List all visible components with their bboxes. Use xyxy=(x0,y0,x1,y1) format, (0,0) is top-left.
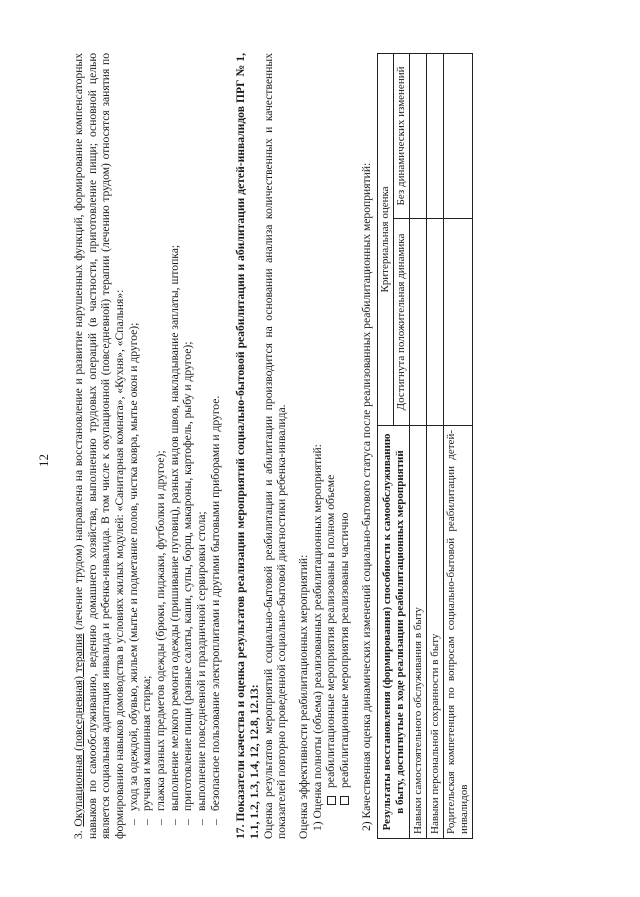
task-list xyxy=(127,53,223,839)
paragraph-text: (лечение трудом) направлена на восстановление и развитие нарушенных функций, формирование компенсаторных навыков по самообслуживанию, ведению домашнего хозяйства, выполнению трудовых операций (в частности, приготовление пищи; основной целью является социальная адаптация инвалида и ребенка-инвалида. В том числе к окупационной (повседневной) терапии (лечению трудом) относятся занятия по формированию навыков домоводства в условиях жилых модулей: «Санитарная комната», «Кухня», «Спальня»: xyxy=(72,53,127,839)
task-item: – безопасное пользование электроплитами и другими бытовыми приборами и другое. xyxy=(209,53,223,825)
table-row xyxy=(427,54,444,839)
table-row-label: Навыки персональной сохранности в быту xyxy=(427,426,444,839)
task-item: – глажка разных предметов одежды (брюки, пиджаки, футболки и другое); xyxy=(154,53,168,825)
checkbox-partial[interactable] xyxy=(338,53,352,805)
paragraph-number: 3. xyxy=(72,830,85,839)
table-cell-achieved[interactable] xyxy=(427,218,444,425)
task-item: – приготовление пищи (разные салаты, каши, супы, борщ, макароны, картофель, рыбу и другое); xyxy=(181,53,195,825)
table-cell-achieved[interactable] xyxy=(410,218,427,425)
checkbox-full[interactable] xyxy=(324,53,338,805)
table-col-no-change: Без динамических изменений xyxy=(394,54,410,219)
table-cell-no-change[interactable] xyxy=(427,54,444,219)
checkbox-label: реабилитационные мероприятия реализованы в полном объеме xyxy=(324,474,338,788)
table-row-label: Навыки самостоятельного обслуживания в быту xyxy=(410,426,427,839)
table-cell-no-change[interactable] xyxy=(410,54,427,219)
paragraph-lead: Окупационная (повседневная) терапия xyxy=(72,633,85,827)
table-cell-no-change[interactable] xyxy=(444,54,473,219)
table-row xyxy=(410,54,427,839)
table-col-achieved: Достигнута положительная динамика xyxy=(394,218,410,425)
table-row xyxy=(444,54,473,839)
task-item: – выполнение повседневной и праздничной сервировки стола; xyxy=(195,53,209,825)
task-item: – выполнение мелкого ремонта одежды (пришивание пуговиц), разных видов швов, накладывание заплаты, штопка; xyxy=(168,53,182,825)
section-17-heading: 17. Показатели качества и оценка результатов реализации мероприятий социально-бытовой реабилитации и абилитации детей-инвалидов ПРГ № 1, 1.1, 1.2, 1.3, 1.4, 12, 12.8, 12.13: xyxy=(234,53,262,839)
table-header-row xyxy=(378,54,394,839)
evaluation-table xyxy=(377,53,473,839)
checkbox-icon[interactable] xyxy=(340,796,349,805)
task-item: – уход за одеждой, обувью, жильем (мытье и подметание полов, чистка ковра, мытье окон и другое); xyxy=(127,53,141,825)
checkbox-label: реабилитационные мероприятия реализованы частично xyxy=(338,512,352,788)
paragraph-occupational-therapy xyxy=(72,53,127,839)
table-row-label: Родительская компетенция по вопросам социально-бытовой реабилитации детей-инвалидов xyxy=(444,426,473,839)
table-criteria-header: Критериальная оценка xyxy=(378,54,394,426)
evaluation-title: Оценка эффективности реабилитационных мероприятий: xyxy=(297,554,311,839)
evaluation-item-1: 1) Оценка полноты (объема) реализованных реабилитационных мероприятий: xyxy=(310,444,324,831)
page-number: 12 xyxy=(36,454,51,467)
task-item: – ручная и машинная стирка; xyxy=(140,53,154,825)
checkbox-group xyxy=(324,53,351,839)
table-main-header: Результаты восстановления (формирования) способности к самообслуживанию в быту, достигнутые в ходе реализации реабилитационных мероприятий xyxy=(378,426,410,839)
document-body xyxy=(72,53,473,839)
section-17-intro: Оценка результатов мероприятий социально-бытовой реабилитации и абилитации производится на основании анализа количественных и качественных показателей повторно проведенной социально-бытовой диагностики ребенка-инвалида. xyxy=(261,53,289,839)
checkbox-icon[interactable] xyxy=(327,796,336,805)
evaluation-item-2: 2) Качественная оценка динамических изменений социально-бытового статуса после реализованных реабилитационных мероприятий: xyxy=(359,162,373,831)
table-cell-achieved[interactable] xyxy=(444,218,473,425)
